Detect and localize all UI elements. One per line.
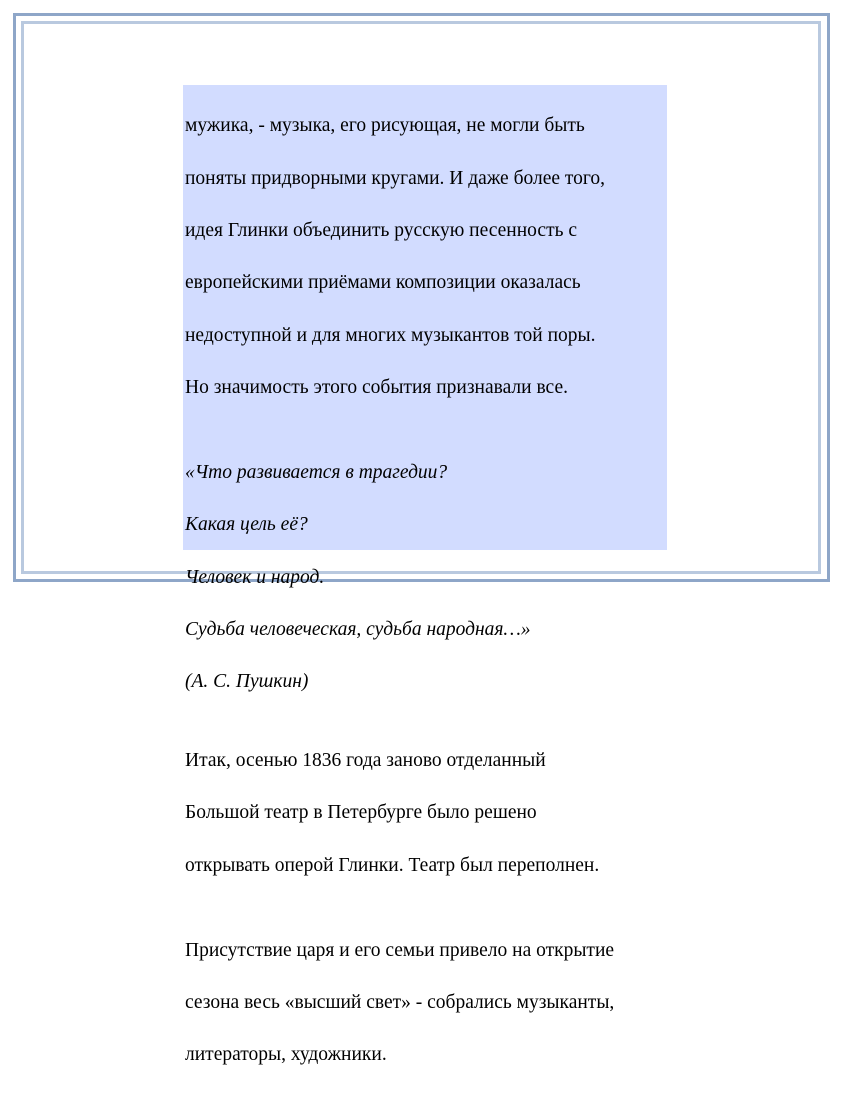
paragraph-1-line: мужика, - музыка, его рисующая, не могли быть — [185, 115, 585, 137]
paragraph-3-line: литераторы, художники. — [185, 1044, 387, 1066]
quote-line: Какая цель её? — [185, 514, 308, 536]
paragraph-2 — [185, 722, 665, 905]
paragraph-1-line: поняты придворными кругами. И даже более того, — [185, 167, 606, 189]
pushkin-quote — [185, 434, 665, 722]
quote-line: Судьба человеческая, судьба народная…» — [185, 619, 531, 641]
paragraph-2-line: Итак, осенью 1836 года заново отделанный — [185, 750, 546, 772]
paragraph-3-line: сезона весь «высший свет» - собрались музыканты, — [185, 991, 615, 1013]
quote-line: «Что развивается в трагедии? — [185, 461, 448, 483]
paragraph-3 — [185, 911, 665, 1094]
paragraph-1 — [185, 87, 665, 428]
paragraph-1-line: идея Глинки объединить русскую песенность с — [185, 220, 578, 242]
paragraph-2-line: Большой театр в Петербурге было решено — [185, 802, 537, 824]
paragraph-3-line: Присутствие царя и его семьи привело на открытие — [185, 939, 615, 961]
paragraph-1-line: недоступной и для многих музыкантов той поры. — [185, 324, 596, 346]
paragraph-2-line: открывать оперой Глинки. Театр был переполнен. — [185, 854, 600, 876]
paragraph-1-line: европейскими приёмами композиции оказалась — [185, 272, 581, 294]
quote-line: Человек и народ. — [185, 566, 325, 588]
paragraph-1-line: Но значимость этого события признавали все. — [185, 377, 568, 399]
quote-attribution: (А. С. Пушкин) — [185, 671, 309, 693]
slide-text-block — [183, 85, 667, 1066]
